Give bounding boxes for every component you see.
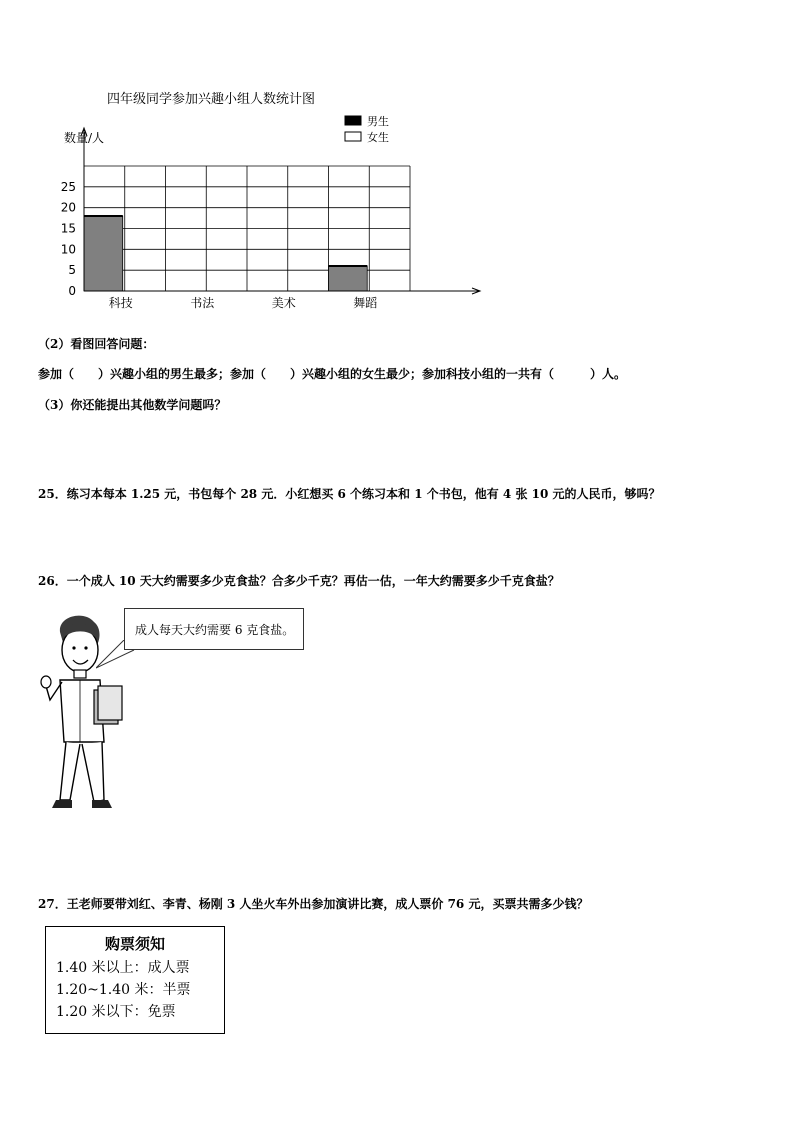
legend-label: 男生 bbox=[367, 115, 389, 128]
chart-bars bbox=[84, 216, 367, 291]
q25-text: 25．练习本每本 1.25 元，书包每个 28 元．小红想买 6 个练习本和 1 个书包，他有 4 张 10 元的人民币，够吗？ bbox=[38, 487, 661, 501]
ticket-notice-title: 购票须知 bbox=[104, 935, 165, 953]
q3-heading: （3）你还能提出其他数学问题吗？ bbox=[38, 398, 227, 412]
ticket-notice-box bbox=[45, 926, 225, 1034]
chart-title: 四年级同学参加兴趣小组人数统计图 bbox=[107, 92, 316, 107]
bar-男生 bbox=[84, 216, 123, 291]
chart-axes bbox=[81, 128, 480, 294]
y-tick-label: 20 bbox=[60, 200, 76, 215]
q2-heading: （2）看图回答问题： bbox=[38, 337, 155, 351]
speech-bubble bbox=[124, 608, 304, 650]
legend-label: 女生 bbox=[367, 131, 389, 144]
q2-question: 参加（ ）兴趣小组的男生最多；参加（ ）兴趣小组的女生最少；参加科技小组的一共有（ ）人。 bbox=[38, 367, 627, 381]
x-tick-label: 美术 bbox=[271, 296, 296, 310]
legend-swatch bbox=[345, 116, 361, 125]
bar-男生 bbox=[329, 266, 368, 291]
chart-legend bbox=[345, 114, 389, 144]
y-tick-label: 0 bbox=[68, 284, 76, 298]
y-tick-label: 15 bbox=[60, 221, 76, 236]
x-tick-label: 舞蹈 bbox=[353, 296, 378, 310]
ticket-rule-line: 1.20~1.40 米：半票 bbox=[56, 982, 191, 998]
y-tick-label: 10 bbox=[60, 242, 76, 257]
ticket-rule-line: 1.40 米以上：成人票 bbox=[56, 960, 190, 976]
x-tick-label: 书法 bbox=[190, 296, 215, 310]
bar-chart bbox=[40, 110, 490, 310]
x-tick-label: 科技 bbox=[108, 296, 133, 310]
ticket-rule-line: 1.20 米以下：免票 bbox=[56, 1004, 176, 1020]
y-tick-label: 25 bbox=[60, 179, 76, 194]
speech-bubble-text: 成人每天大约需要 6 克食盐。 bbox=[135, 623, 295, 637]
q26-text: 26．一个成人 10 天大约需要多少克食盐？合多少千克？再估一估，一年大约需要多少千克食盐？ bbox=[38, 574, 560, 588]
q27-text: 27．王老师要带刘红、李青、杨刚 3 人坐火车外出参加演讲比赛，成人票价 76 元，买票共需多少钱？ bbox=[38, 897, 589, 911]
legend-swatch bbox=[345, 132, 361, 141]
y-tick-label: 5 bbox=[68, 263, 76, 278]
y-axis-label: 数量/人 bbox=[64, 131, 105, 145]
